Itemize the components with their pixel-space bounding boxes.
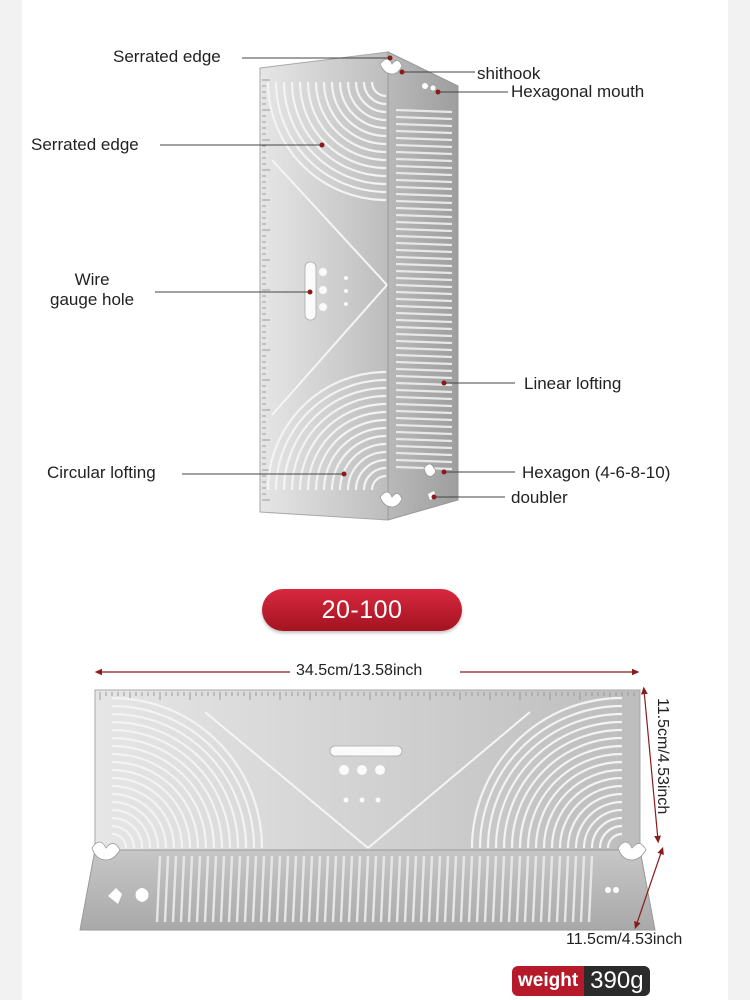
weight-label: weight xyxy=(512,966,584,996)
callout-doubler: doubler xyxy=(511,488,568,507)
callout-serrated-edge-top: Serrated edge xyxy=(113,47,221,66)
callout-serrated-edge-mid: Serrated edge xyxy=(31,135,139,154)
callout-hexagon: Hexagon (4-6-8-10) xyxy=(522,463,671,482)
dimension-height-label: 11.5cm/4.53inch xyxy=(654,698,671,815)
dimension-length-label: 34.5cm/13.58inch xyxy=(296,662,423,679)
upright-ruler xyxy=(260,52,458,520)
dimension-depth-label: 11.5cm/4.53inch xyxy=(566,931,683,948)
weight-value: 390g xyxy=(584,966,649,996)
callout-circular-lofting: Circular lofting xyxy=(47,463,156,482)
callout-hexagonal-mouth: Hexagonal mouth xyxy=(511,82,645,101)
weight-badge xyxy=(512,966,650,996)
flat-ruler xyxy=(80,690,655,930)
callout-shithook: shithook xyxy=(477,64,541,83)
model-badge: 20-100 xyxy=(262,589,462,631)
callout-wire-gauge-hole: Wire gauge hole xyxy=(50,270,135,309)
callout-linear-lofting: Linear lofting xyxy=(524,374,622,393)
